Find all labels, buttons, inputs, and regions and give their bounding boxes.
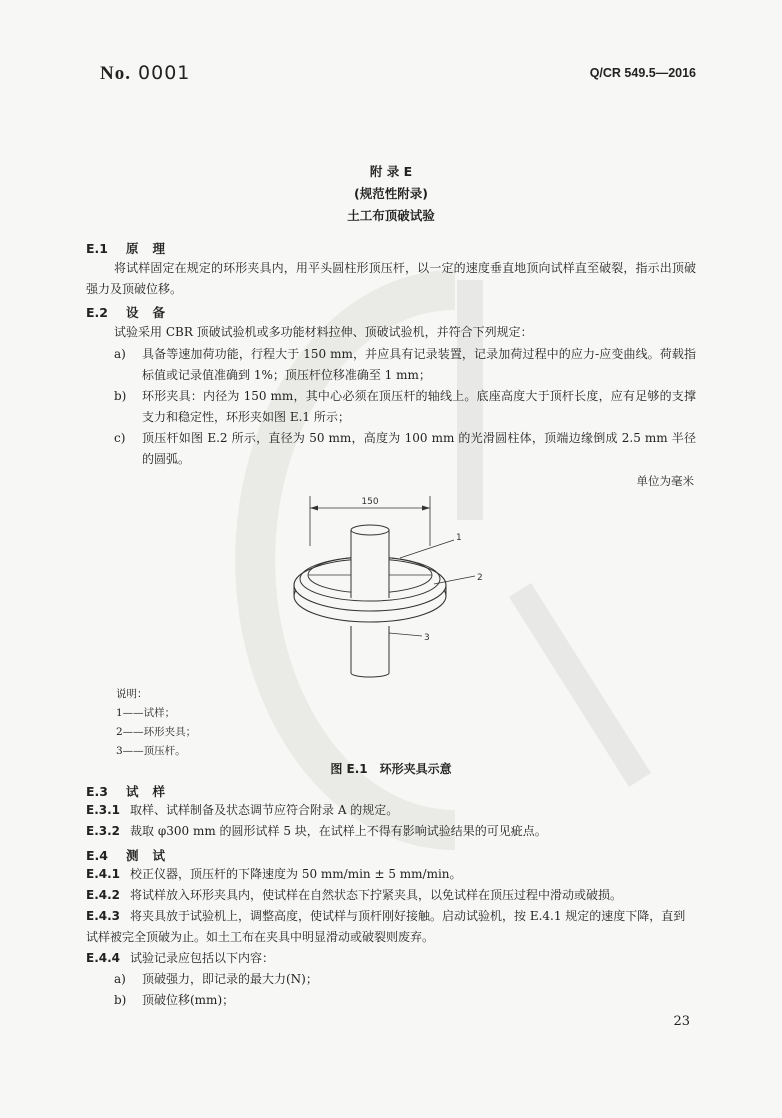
section-heading-e1: E.1 原理 <box>86 241 180 256</box>
annex-title: 附 录 E <box>369 164 413 179</box>
callout-3: 3 <box>424 633 430 643</box>
clause: E.4.1 校正仪器，顶压杆的下降速度为 50 mm/min ± 5 mm/min。 <box>86 867 462 881</box>
unit-note: 单位为毫米 <box>636 474 694 488</box>
list-item: b) 环形夹具：内径为 150 mm，其中心必须在顶压杆的轴线上。底座高度大于顶杆长度，应有足够的支撑支力和稳定性，环形夹如图 E.1 所示； <box>114 389 696 424</box>
standard-code: Q/CR 549.5—2016 <box>589 66 696 80</box>
legend-title: 说明： <box>116 688 148 700</box>
page-number: 23 <box>673 1014 690 1029</box>
dimension-label: 150 <box>361 497 379 507</box>
list-item: a) 顶破强力，即记录的最大力(N)； <box>114 972 318 986</box>
clause: E.3.2 裁取 φ300 mm 的圆形试样 5 块，在试样上不得有影响试验结果的可见疵点。 <box>86 824 547 838</box>
clause: E.4.3 将夹具放于试验机上，调整高度，使试样与顶杆刚好接触。启动试验机，按 E.4.1 规定的速度下降，直到试样被完全顶破为止。如土工布在夹具中明显滑动或破裂则废弃。 <box>86 909 686 944</box>
list-item: c) 顶压杆如图 E.2 所示，直径为 50 mm，高度为 100 mm 的光滑圆柱体，顶端边缘倒成 2.5 mm 半径的圆弧。 <box>114 431 696 466</box>
callout-1: 1 <box>456 533 462 543</box>
section-heading-e2: E.2 设备 <box>86 305 180 320</box>
list-item: b) 顶破位移(mm)； <box>114 993 235 1007</box>
figure-caption: 图 E.1 环形夹具示意 <box>330 762 452 776</box>
legend-item: 2——环形夹具； <box>116 726 197 738</box>
section-heading-e3: E.3 试样 <box>86 784 180 799</box>
legend-item: 3——顶压杆。 <box>116 745 186 757</box>
annex-name: 土工布顶破试验 <box>347 208 435 223</box>
legend-item: 1——试样； <box>116 707 176 719</box>
list-item: a) 具备等速加荷功能，行程大于 150 mm，并应具有记录装置，记录加荷过程中的应力-应变曲线。荷载指标值或记录值准确到 1%；顶压杆位移准确至 1 mm； <box>114 347 696 382</box>
ring-clamp-figure <box>270 488 510 688</box>
e1-paragraph: 将试样固定在规定的环形夹具内，用平头圆柱形顶压杆，以一定的速度垂直地顶向试样直至破裂，指示出顶破强力及顶破位移。 <box>86 261 696 296</box>
clause: E.4.2 将试样放入环形夹具内，使试样在自然状态下拧紧夹具，以免试样在顶压过程中滑动或破损。 <box>86 888 623 902</box>
section-heading-e4: E.4 测试 <box>86 848 180 863</box>
clause: E.3.1 取样、试样制备及状态调节应符合附录 A 的规定。 <box>86 803 399 817</box>
document-number: No. 0001 <box>100 62 191 84</box>
callout-2: 2 <box>477 573 483 583</box>
e2-intro: 试验采用 CBR 顶破试验机或多功能材料拉伸、顶破试验机，并符合下列规定： <box>114 325 533 339</box>
annex-type: (规范性附录) <box>354 186 428 201</box>
clause: E.4.4 试验记录应包括以下内容： <box>86 951 275 965</box>
